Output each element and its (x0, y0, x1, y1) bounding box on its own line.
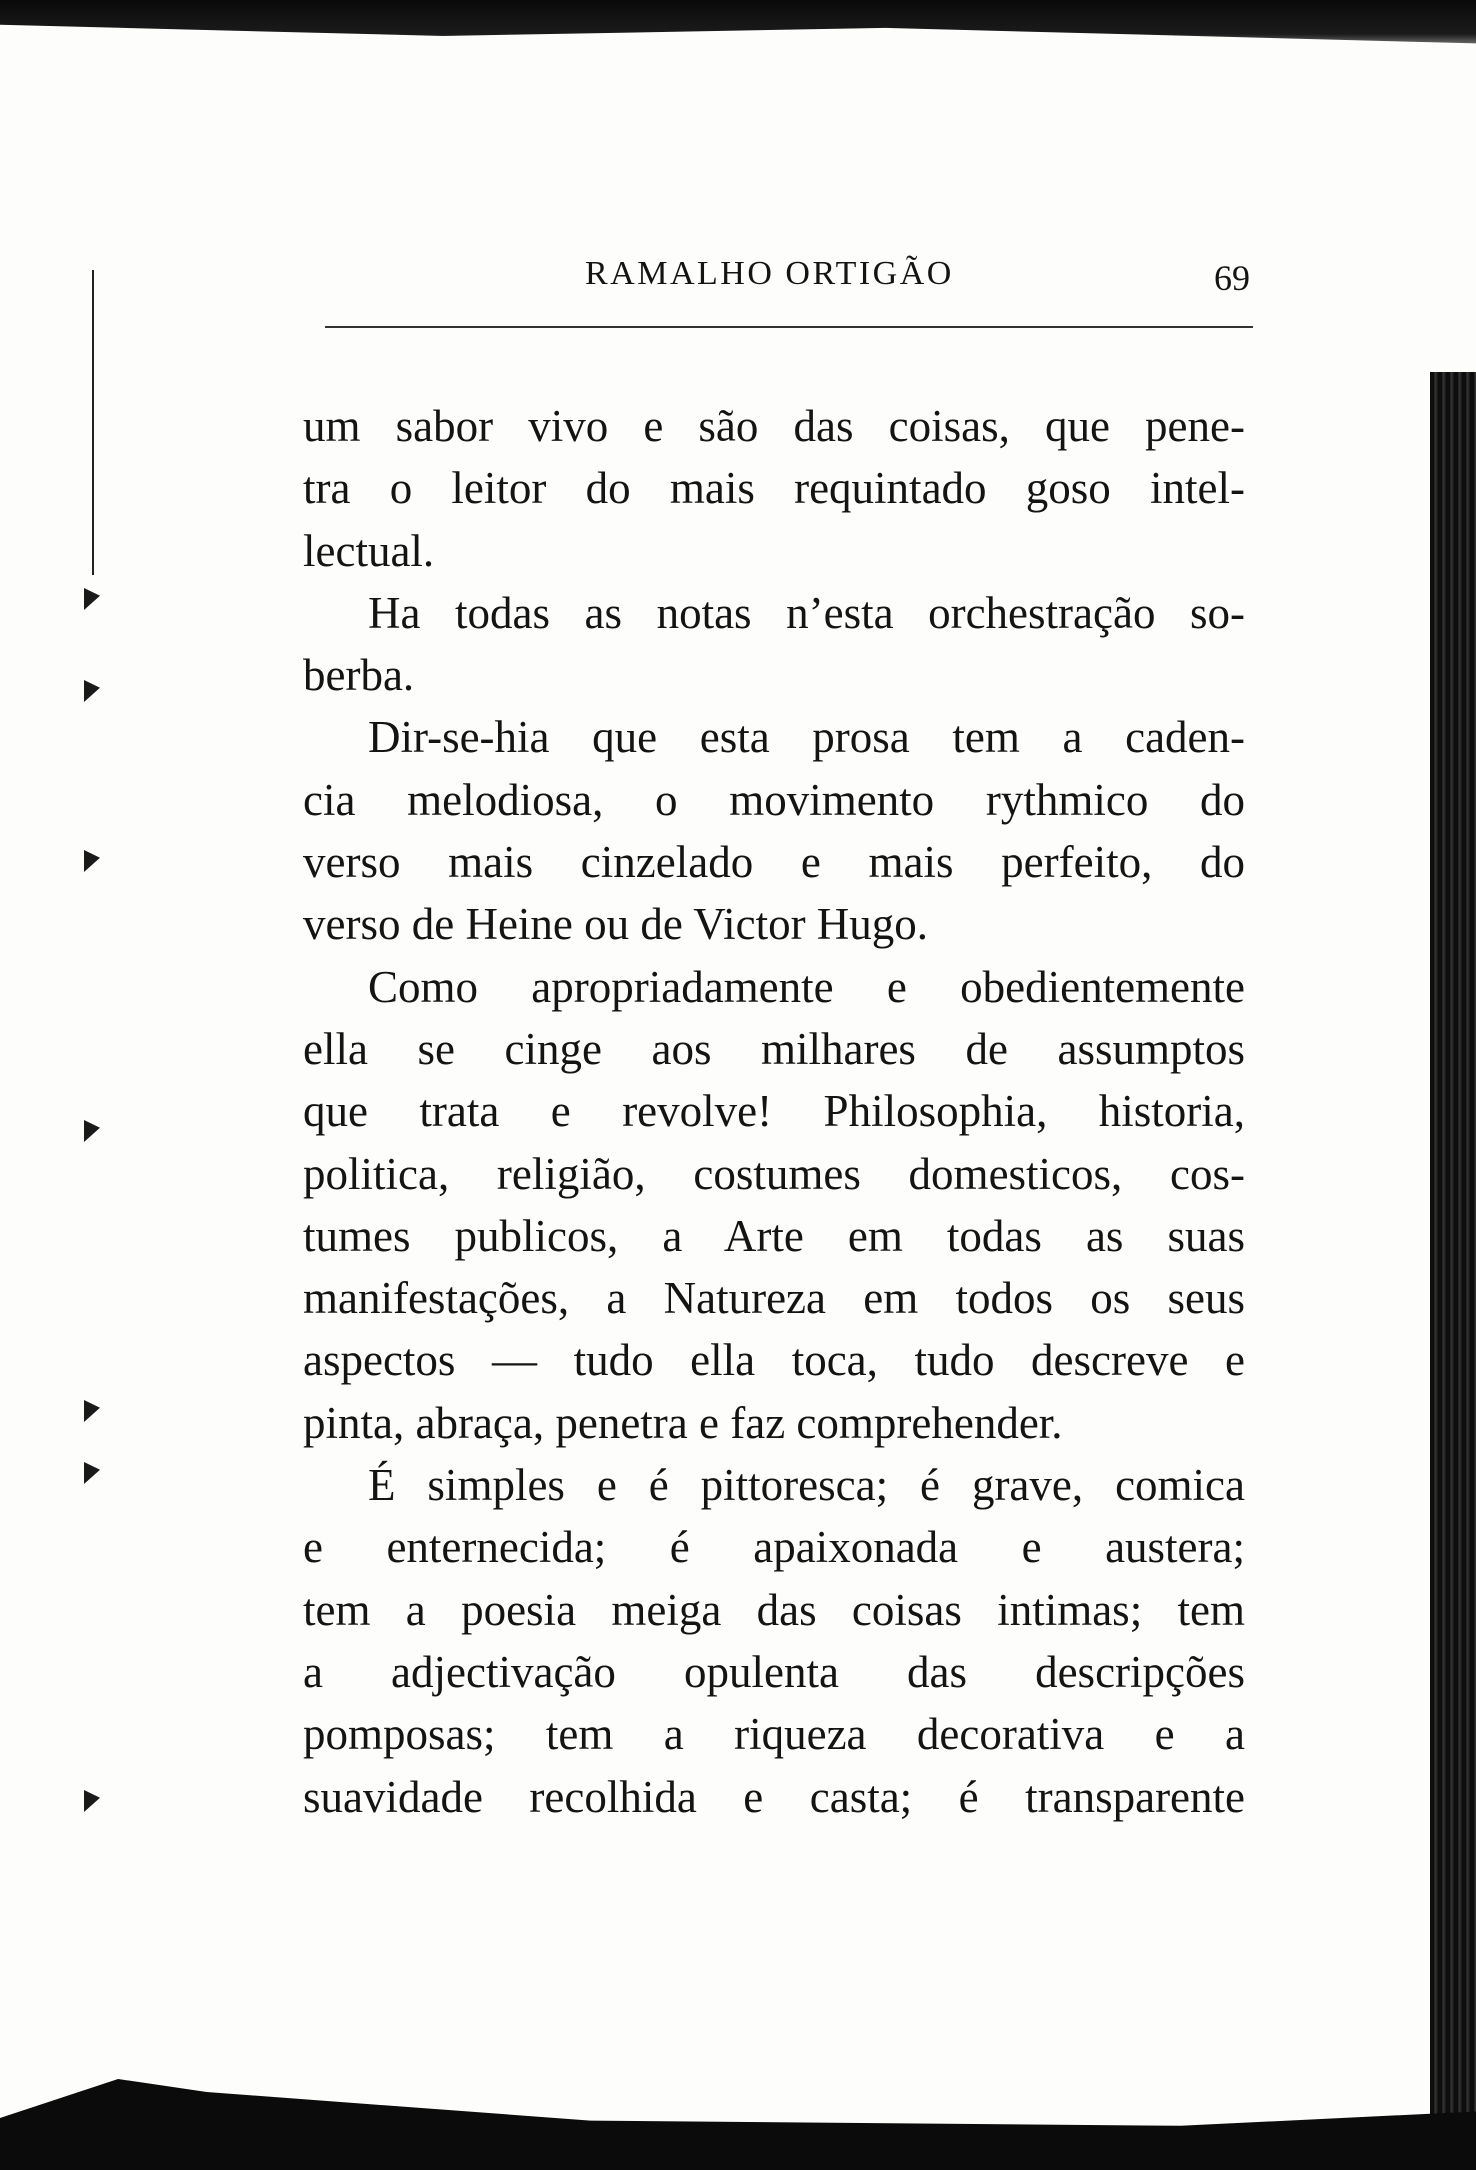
text-line: que trata e revolve! Philosophia, historia, (303, 1086, 1245, 1137)
text-line: É simples e é pittoresca; é grave, comica (368, 1460, 1245, 1511)
margin-mark (84, 588, 100, 610)
text-line: ella se cinge aos milhares de assumptos (303, 1023, 1245, 1074)
margin-mark (84, 1400, 100, 1422)
text-line: verso de Heine ou de Victor Hugo. (303, 899, 929, 950)
text-line: cia melodiosa, o movimento rythmico do (303, 774, 1245, 825)
margin-mark (84, 850, 100, 872)
page-number: 69 (1214, 258, 1250, 298)
text-line: um sabor vivo e são das coisas, que pene- (303, 401, 1245, 451)
scan-edge-top (0, 0, 1476, 62)
margin-mark (84, 680, 100, 702)
text-line: politica, religião, costumes domesticos, cos- (303, 1148, 1245, 1199)
text-line: Como apropriadamente e obedientemente (368, 961, 1245, 1012)
text-line: tumes publicos, a Arte em todas as suas (303, 1210, 1245, 1261)
text-line: tem a poesia meiga das coisas intimas; tem (303, 1584, 1245, 1635)
margin-rule (92, 270, 94, 575)
text-line: pomposas; tem a riqueza decorativa e a (303, 1709, 1245, 1760)
text-line: a adjectivação opulenta das descripções (303, 1646, 1245, 1697)
scan-edge-right (1430, 372, 1476, 2170)
text-line: e enternecida; é apaixonada e austera; (303, 1522, 1245, 1573)
page-header (320, 255, 1250, 315)
running-head: RAMALHO ORTIGÃO (585, 255, 954, 292)
text-line: berba. (303, 650, 415, 701)
body-text (303, 395, 1245, 1828)
text-line: pinta, abraça, penetra e faz comprehender. (303, 1397, 1063, 1448)
header-rule (325, 326, 1253, 328)
text-line: verso mais cinzelado e mais perfeito, do (303, 837, 1245, 888)
text-line: lectual. (303, 525, 435, 576)
text-line: suavidade recolhida e casta; é transparente (303, 1771, 1245, 1822)
margin-mark (84, 1462, 100, 1484)
margin-mark (84, 1120, 100, 1142)
text-line: Dir-se-hia que esta prosa tem a caden- (368, 712, 1245, 763)
text-line: aspectos — tudo ella toca, tudo descreve e (303, 1335, 1245, 1386)
scan-edge-bottom (0, 2040, 1476, 2170)
text-line: Ha todas as notas n’esta orchestração so- (368, 587, 1245, 638)
margin-mark (84, 1790, 100, 1812)
text-line: manifestações, a Natureza em todos os seus (303, 1273, 1245, 1324)
text-line: tra o leitor do mais requintado goso intel- (303, 463, 1245, 514)
